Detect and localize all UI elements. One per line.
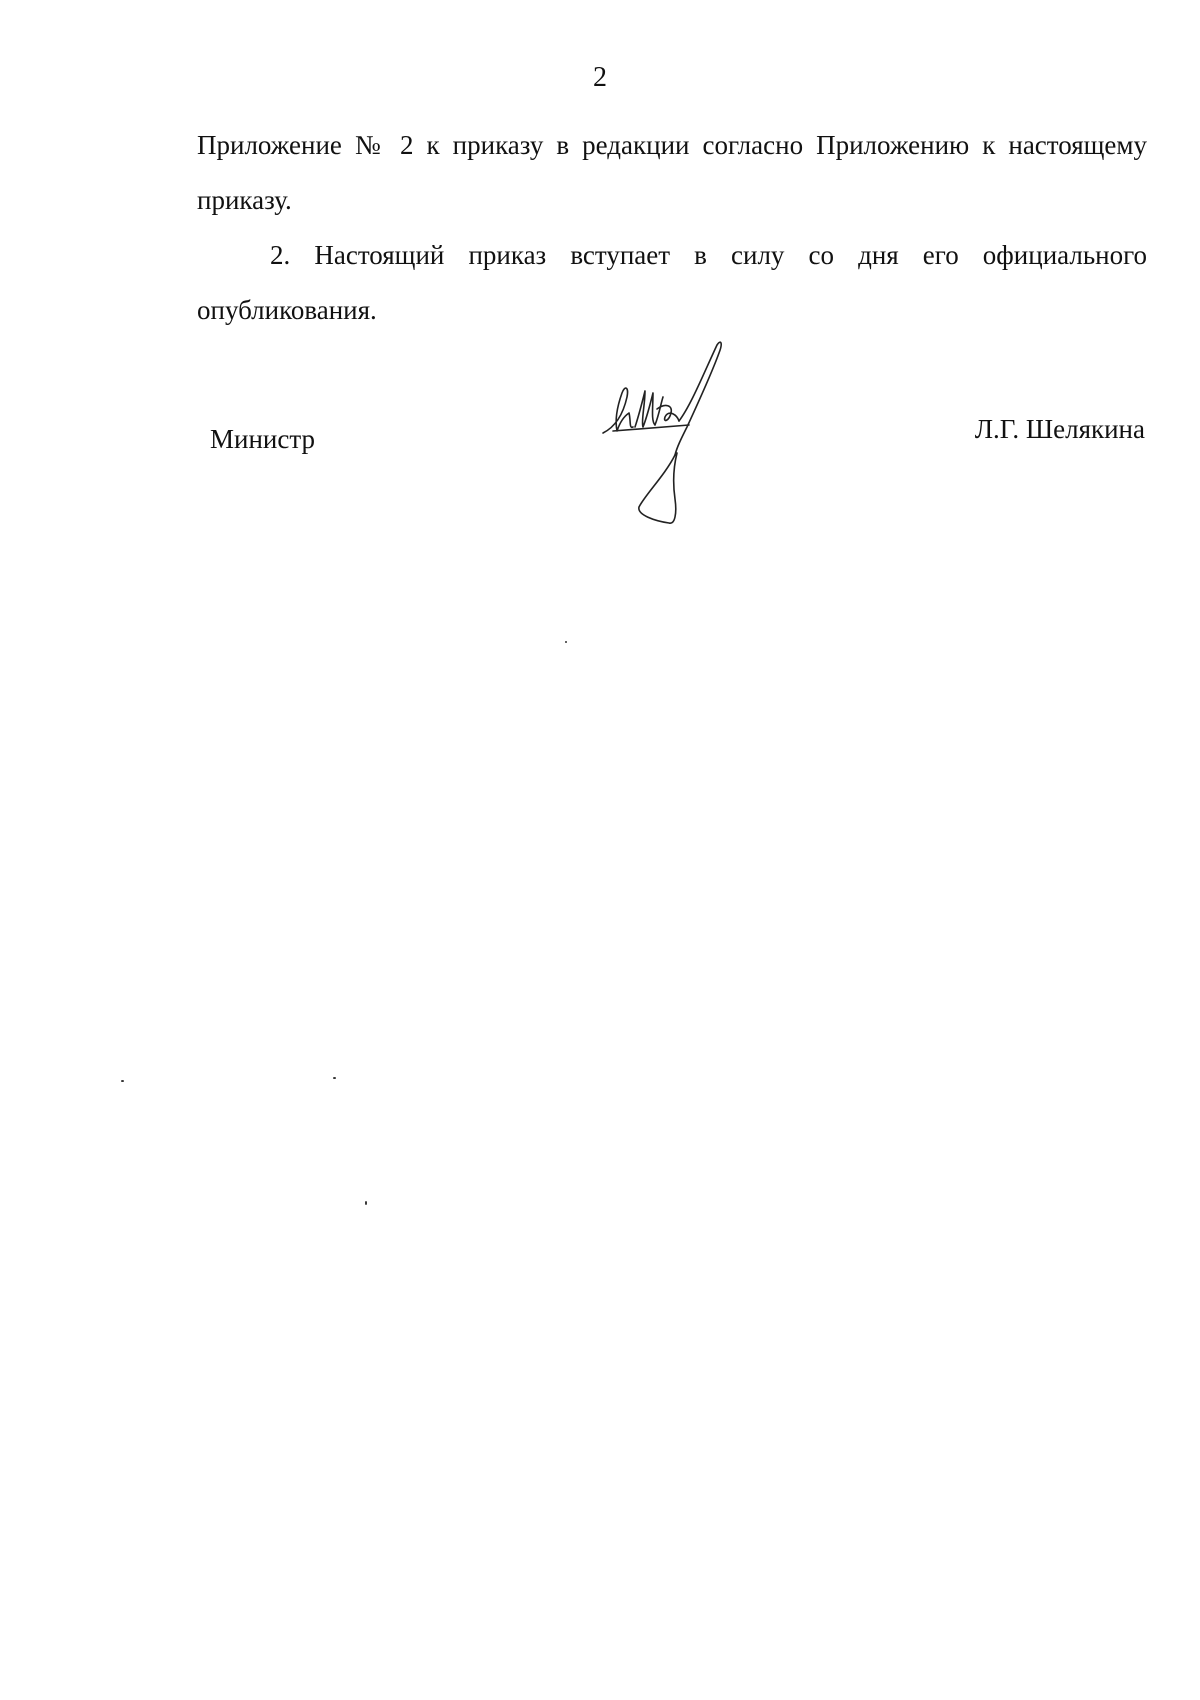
signatory-name: Л.Г. Шелякина [974,414,1145,444]
handwritten-signature [595,335,745,545]
paragraph-effective-date: 2. Настоящий приказ вступает в силу со дня его официального опубликования. [197,240,1147,325]
scan-speck [121,1080,124,1082]
paragraph-appendix-reference: Приложение № 2 к приказу в редакции согласно Приложению к настоящему приказу. [197,130,1147,215]
signature-block [210,414,1145,560]
document-body [197,118,1147,338]
scan-speck [565,641,567,643]
signatory-title: Министр [210,424,315,454]
scan-speck [365,1201,367,1205]
page-number: 2 [593,62,607,93]
scan-speck [333,1077,336,1079]
